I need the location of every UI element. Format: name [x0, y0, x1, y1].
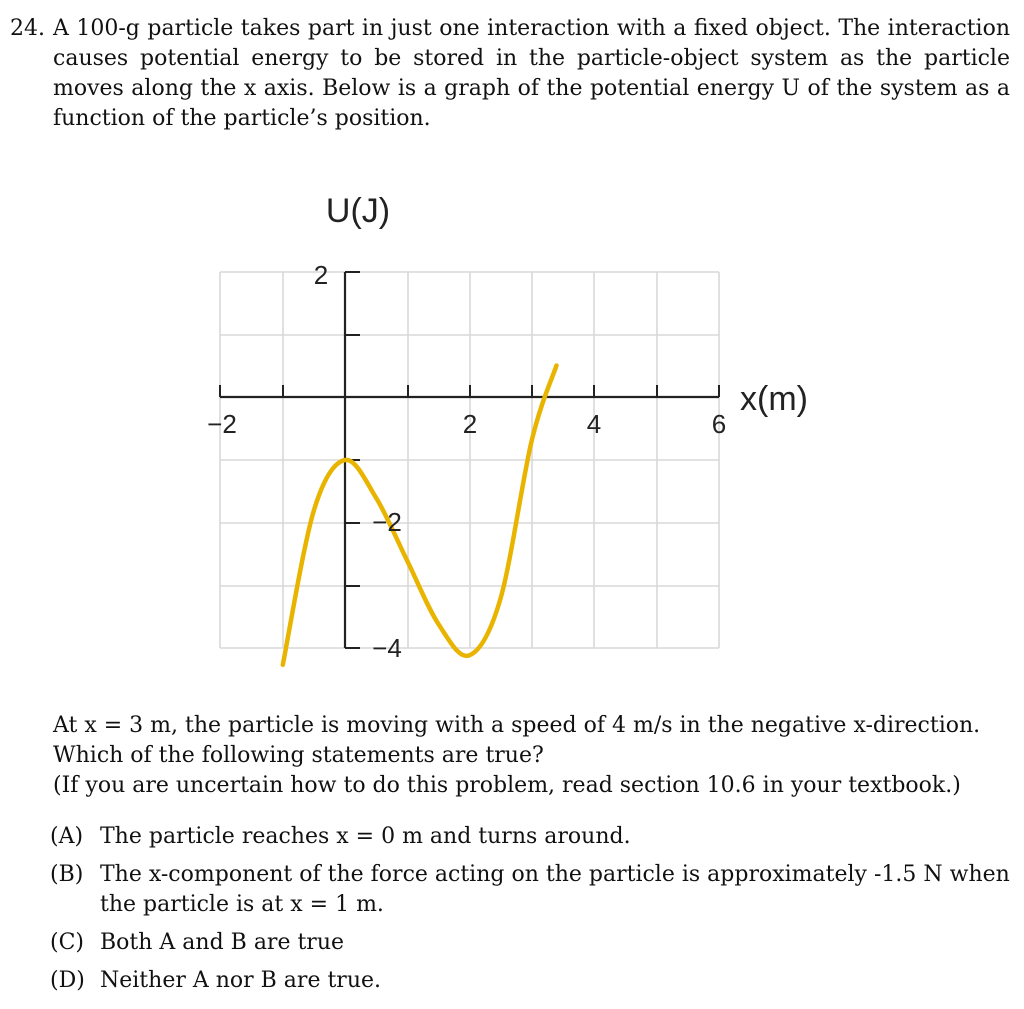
- choice-b-letter: (B): [50, 862, 84, 887]
- y-tick-label-neg2: −2: [372, 507, 402, 537]
- choice-b-text: The x-component of the force acting on the particle is approximately -1.5 N when the particle is at x = 1 m.: [100, 862, 1010, 917]
- choice-a-text: The particle reaches x = 0 m and turns around.: [100, 824, 631, 849]
- question-prompt: [53, 711, 1008, 801]
- x-axis-label: x(m): [740, 380, 808, 418]
- question-number: 24.: [10, 16, 45, 41]
- prompt-line-2: Which of the following statements are true?: [53, 743, 544, 768]
- potential-energy-curve: [283, 366, 557, 665]
- choice-a[interactable]: [50, 822, 1010, 852]
- choice-c[interactable]: [50, 928, 1010, 958]
- prompt-line-3: (If you are uncertain how to do this problem, read section 10.6 in your textbook.): [53, 773, 961, 798]
- x-tick-label-neg2: −2: [207, 409, 237, 439]
- choice-d[interactable]: [50, 966, 1010, 996]
- choice-b[interactable]: [50, 860, 1010, 920]
- x-tick-label-6: 6: [711, 409, 727, 439]
- choice-c-letter: (C): [50, 930, 84, 955]
- choice-c-text: Both A and B are true: [100, 930, 345, 955]
- x-tick-label-2: 2: [462, 409, 478, 439]
- choice-d-text: Neither A nor B are true.: [100, 968, 381, 993]
- x-tick-label-4: 4: [586, 409, 602, 439]
- choice-a-letter: (A): [50, 824, 84, 849]
- prompt-line-1: At x = 3 m, the particle is moving with a speed of 4 m/s in the negative x-direction.: [53, 713, 981, 738]
- y-tick-label-neg4: −4: [372, 633, 402, 663]
- y-tick-label-2: 2: [313, 260, 329, 290]
- answer-choices: [50, 822, 1010, 1004]
- choice-d-letter: (D): [50, 968, 85, 993]
- question-intro: A 100-g particle takes part in just one interaction with a fixed object. The interaction causes potential energy to be stored in the particle-object system as the particle moves along the x axis. Below is a graph of the potential energy U of the system as a function of the particle’s position.: [53, 16, 1010, 131]
- y-axis-label: U(J): [325, 192, 391, 230]
